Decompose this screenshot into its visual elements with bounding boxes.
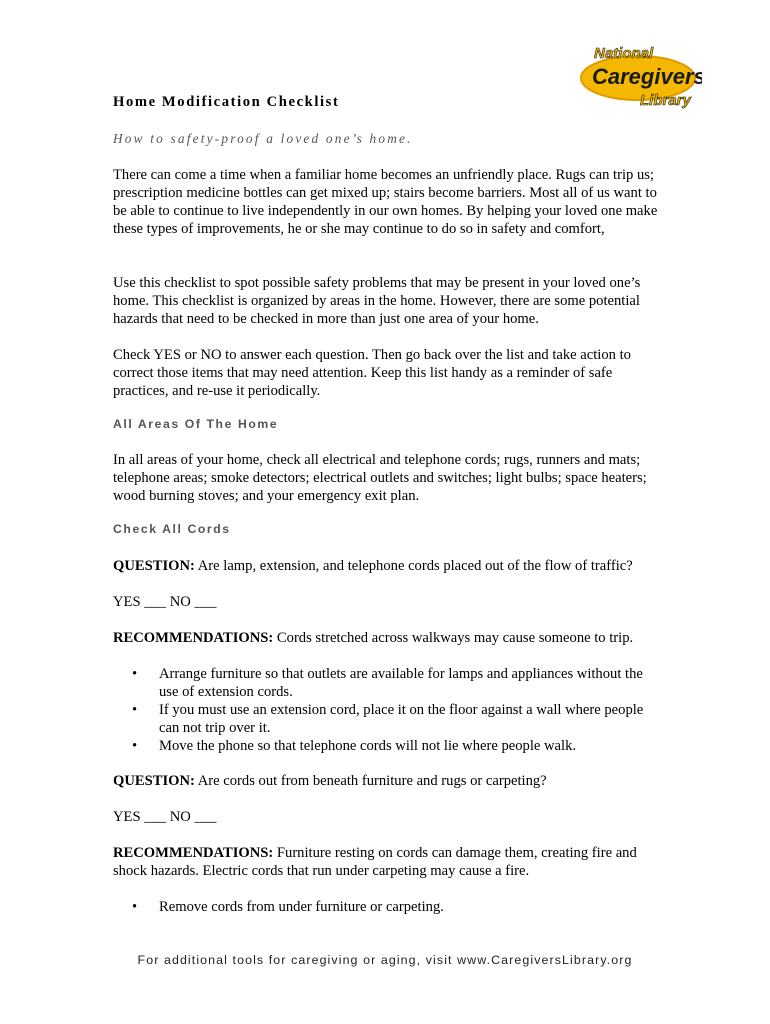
page-footer: For additional tools for caregiving or aging, visit www.CaregiversLibrary.org <box>137 953 633 967</box>
question-2 <box>113 772 663 790</box>
intro-paragraph-3: Check YES or NO to answer each question. Then go back over the list and take action to correct those items that may need attention. Keep this list handy as a reminder of safe practices, and re-use it periodically. <box>113 347 631 399</box>
intro-paragraph-1: There can come a time when a familiar home becomes an unfriendly place. Rugs can trip us; prescription medicine bottles can get mixed up; stairs become barriers. Most all of us want to be able to continue to live independently in our own homes. By helping your loved one make these types of improvements, he or she may continue to do so in safety and comfort, <box>113 167 658 237</box>
page-subtitle: How to safety-proof a loved one’s home. <box>113 131 413 146</box>
bullet-icon: • <box>132 738 138 754</box>
yes-no-1: YES ___ NO ___ <box>113 594 217 610</box>
national-caregivers-library-logo <box>578 42 702 112</box>
intro-paragraph-2: Use this checklist to spot possible safety problems that may be present in your loved one’s home. This checklist is organized by areas in the home. However, there are some potential hazards that need to be checked in more than just one area of your home. <box>113 275 641 327</box>
question-1 <box>113 557 663 575</box>
recommendation-2 <box>113 844 663 880</box>
logo-line2: Caregivers <box>592 64 702 89</box>
yes-no-2: YES ___ NO ___ <box>113 809 217 825</box>
question-label: QUESTION: <box>113 773 195 789</box>
section-all-areas-text: In all areas of your home, check all electrical and telephone cords; rugs, runners and mats; telephone areas; smoke detectors; electrical outlets and switches; light bulbs; space heaters; wood burning stoves; and your emergency exit plan. <box>113 452 647 504</box>
question-1-text: Are lamp, extension, and telephone cords placed out of the flow of traffic? <box>194 558 633 574</box>
recommendation-1 <box>113 629 663 647</box>
recommendations-label: RECOMMENDATIONS: <box>113 845 274 861</box>
recommendation-1-list <box>113 665 663 755</box>
recommendation-1-text: Cords stretched across walkways may cause someone to trip. <box>273 630 634 646</box>
question-2-text: Are cords out from beneath furniture and rugs or carpeting? <box>194 773 547 789</box>
section-heading-all-areas: All Areas Of The Home <box>113 417 279 431</box>
bullet-icon: • <box>132 666 138 682</box>
list-item: • Arrange furniture so that outlets are available for lamps and appliances without the use of extension cords. <box>132 666 643 700</box>
list-item: • If you must use an extension cord, place it on the floor against a wall where people can not trip over it. <box>132 702 644 736</box>
question-label: QUESTION: <box>113 558 195 574</box>
logo-line1: National <box>594 45 654 62</box>
logo-graphic <box>578 42 702 112</box>
page-title: Home Modification Checklist <box>113 94 340 110</box>
recommendation-2-list <box>113 898 663 916</box>
logo-line3: Library <box>640 92 691 109</box>
bullet-icon: • <box>132 899 138 915</box>
section-heading-check-cords: Check All Cords <box>113 522 231 536</box>
bullet-icon: • <box>132 702 138 718</box>
list-item: • Remove cords from under furniture or carpeting. <box>132 899 444 915</box>
recommendation-2-text: Furniture resting on cords can damage them, creating fire and shock hazards. Electric cords that run under carpeting may cause a fire. <box>113 845 637 879</box>
list-item: • Move the phone so that telephone cords will not lie where people walk. <box>132 738 577 754</box>
recommendations-label: RECOMMENDATIONS: <box>113 630 274 646</box>
